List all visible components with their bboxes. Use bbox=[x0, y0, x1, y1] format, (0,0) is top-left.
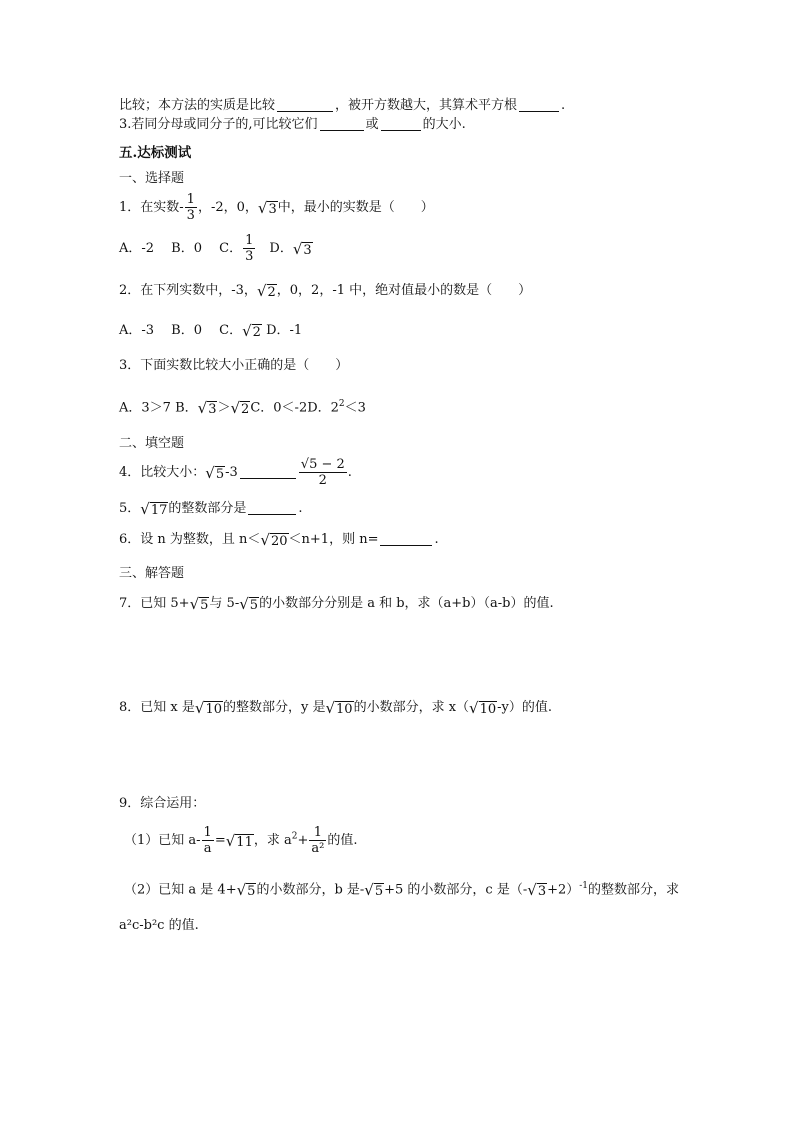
radicand: 10 bbox=[336, 702, 353, 717]
question-5 bbox=[119, 500, 303, 520]
radicand: 3 bbox=[537, 884, 547, 900]
text: 的小数部分，b 是- bbox=[256, 882, 365, 898]
square-root: √10 bbox=[469, 699, 497, 717]
denominator: 3 bbox=[186, 208, 195, 223]
text: ＜3 bbox=[344, 400, 366, 416]
exponent: -1 bbox=[579, 881, 589, 891]
radicand: 2 bbox=[267, 285, 276, 300]
radicand: 17 bbox=[150, 503, 168, 518]
numerator: 1 bbox=[309, 825, 326, 841]
square-root: √10 bbox=[325, 699, 353, 717]
text: 的整数部分是 bbox=[168, 501, 247, 516]
square-root: √2 bbox=[242, 322, 261, 340]
question-1-options bbox=[119, 233, 313, 264]
text: A．-3 B．0 C． bbox=[119, 323, 243, 338]
text: D． bbox=[269, 241, 293, 256]
radicand: 10 bbox=[205, 702, 222, 717]
text: 5． bbox=[119, 501, 141, 516]
text: ，-2，0， bbox=[197, 200, 258, 215]
text: 的值. bbox=[327, 833, 358, 848]
text: . bbox=[561, 98, 566, 113]
text: -3 bbox=[225, 465, 238, 480]
square-root: √5 bbox=[189, 595, 209, 613]
radicand: 10 bbox=[479, 702, 497, 717]
radicand: 5 bbox=[247, 884, 256, 900]
text: 中，最小的实数是（ ） bbox=[277, 200, 434, 215]
denominator: a² bbox=[311, 841, 325, 856]
square-root: √3 bbox=[197, 399, 217, 418]
text: 的小数部分分别是 a 和 b，求（a+b）（a-b）的值. bbox=[259, 596, 554, 611]
fraction bbox=[309, 825, 326, 856]
square-root: √5 bbox=[236, 881, 256, 900]
text: D．-1 bbox=[266, 323, 303, 338]
text: ，求 a bbox=[253, 833, 292, 848]
question-3-options bbox=[119, 395, 366, 419]
text: . bbox=[347, 465, 352, 480]
radicand: 5 bbox=[200, 598, 209, 613]
numerator: 1 bbox=[203, 825, 212, 840]
text: 2．在下列实数中，-3， bbox=[119, 283, 257, 298]
radicand: 11 bbox=[236, 835, 253, 850]
radicand: 5 bbox=[215, 467, 225, 482]
square-root: √10 bbox=[194, 699, 222, 717]
text: +2） bbox=[547, 882, 580, 898]
radicand: 2 bbox=[241, 402, 250, 418]
exponent: 2 bbox=[291, 831, 298, 842]
radicand: 20 bbox=[270, 534, 288, 549]
question-7 bbox=[119, 595, 554, 615]
text: = bbox=[214, 833, 226, 848]
radicand: 2 bbox=[252, 325, 261, 340]
question-8 bbox=[119, 699, 552, 719]
exponent: 2 bbox=[338, 399, 345, 409]
text: 比较；本方法的实质是比较 bbox=[119, 98, 276, 113]
text: A．-2 B．0 C． bbox=[119, 241, 243, 256]
text: 6．设 n 为整数，且 n＜ bbox=[119, 532, 261, 547]
question-6 bbox=[119, 531, 439, 551]
part-heading-fill: 二、填空题 bbox=[119, 436, 185, 451]
denominator: 3 bbox=[245, 249, 254, 264]
radicand: 3 bbox=[268, 202, 277, 217]
square-root: √17 bbox=[140, 500, 168, 518]
intro-line-1 bbox=[119, 97, 565, 115]
numerator: 1 bbox=[245, 233, 254, 248]
question-4 bbox=[119, 457, 352, 488]
text: 7．已知 5+ bbox=[119, 596, 190, 611]
radicand: 3 bbox=[208, 402, 217, 418]
answer-blank[interactable] bbox=[381, 116, 421, 131]
text: （2）已知 a 是 4+ bbox=[124, 882, 237, 898]
question-9-part-2 bbox=[124, 877, 679, 901]
square-root: √5 bbox=[205, 464, 225, 482]
question-2-options bbox=[119, 322, 302, 342]
part-heading-choice: 一、选择题 bbox=[119, 171, 185, 186]
answer-blank[interactable] bbox=[248, 500, 296, 515]
square-root: √5 bbox=[239, 595, 259, 613]
text: 8．已知 x 是 bbox=[119, 700, 195, 715]
fraction bbox=[299, 457, 347, 488]
text: ＜n+1，则 n= bbox=[288, 532, 379, 547]
text: 的小数部分，求 x（ bbox=[353, 700, 470, 715]
denominator: 2 bbox=[318, 473, 327, 488]
answer-blank[interactable] bbox=[277, 97, 333, 112]
text: 的整数部分，求 bbox=[588, 882, 680, 898]
text: 1．在实数- bbox=[119, 200, 184, 215]
question-2 bbox=[119, 282, 531, 302]
radicand: 3 bbox=[303, 243, 312, 258]
answer-blank[interactable] bbox=[240, 464, 296, 479]
text: ，被开方数越大，其算术平方根 bbox=[335, 98, 518, 113]
text: . bbox=[298, 501, 303, 516]
question-9-part-2-cont: a²c-b²c 的值. bbox=[119, 918, 199, 933]
text: ＞ bbox=[217, 400, 231, 416]
square-root: √20 bbox=[260, 531, 288, 549]
square-root: √11 bbox=[225, 832, 253, 850]
square-root: √3 bbox=[527, 881, 547, 900]
square-root: √3 bbox=[292, 240, 312, 258]
answer-blank[interactable] bbox=[320, 116, 364, 131]
text: 的整数部分，y 是 bbox=[222, 700, 326, 715]
text: 4．比较大小： bbox=[119, 465, 206, 480]
fraction bbox=[202, 825, 214, 856]
text: . bbox=[434, 532, 439, 547]
square-root: √3 bbox=[257, 199, 277, 217]
part-heading-solve: 三、解答题 bbox=[119, 566, 185, 581]
text: （1）已知 a- bbox=[124, 833, 201, 848]
text: 的大小. bbox=[422, 117, 466, 132]
fraction bbox=[243, 233, 255, 264]
text: 或 bbox=[365, 117, 379, 132]
text: +5 的小数部分，c 是（- bbox=[384, 882, 528, 898]
numerator: 1 bbox=[186, 192, 195, 207]
intro-line-2 bbox=[119, 116, 466, 134]
text: C．0＜-2D．2 bbox=[250, 400, 339, 416]
question-9-part-1 bbox=[124, 825, 357, 856]
fraction bbox=[185, 192, 197, 223]
numerator: √5 − 2 bbox=[300, 457, 345, 472]
question-3: 3．下面实数比较大小正确的是（ ） bbox=[119, 358, 349, 373]
section-title: 五.达标测试 bbox=[119, 145, 192, 161]
text: A．3＞7 B． bbox=[119, 400, 198, 416]
text: ，0，2，-1 中，绝对值最小的数是（ ） bbox=[276, 283, 532, 298]
text: -y）的值. bbox=[497, 700, 553, 715]
text: + bbox=[297, 833, 309, 848]
answer-blank[interactable] bbox=[380, 531, 432, 546]
text: 可比较它们 bbox=[252, 117, 318, 132]
question-9-title: 9．综合运用： bbox=[119, 796, 206, 811]
square-root: √2 bbox=[256, 282, 276, 300]
square-root: √5 bbox=[364, 881, 384, 900]
radicand: 5 bbox=[374, 884, 384, 900]
question-1 bbox=[119, 192, 434, 223]
square-root: √2 bbox=[230, 399, 250, 418]
radicand: 5 bbox=[249, 598, 259, 613]
answer-blank[interactable] bbox=[519, 97, 559, 112]
text: 3.若同分母或同分子的, bbox=[119, 117, 253, 132]
denominator: a bbox=[203, 841, 212, 856]
text: 与 5- bbox=[209, 596, 240, 611]
